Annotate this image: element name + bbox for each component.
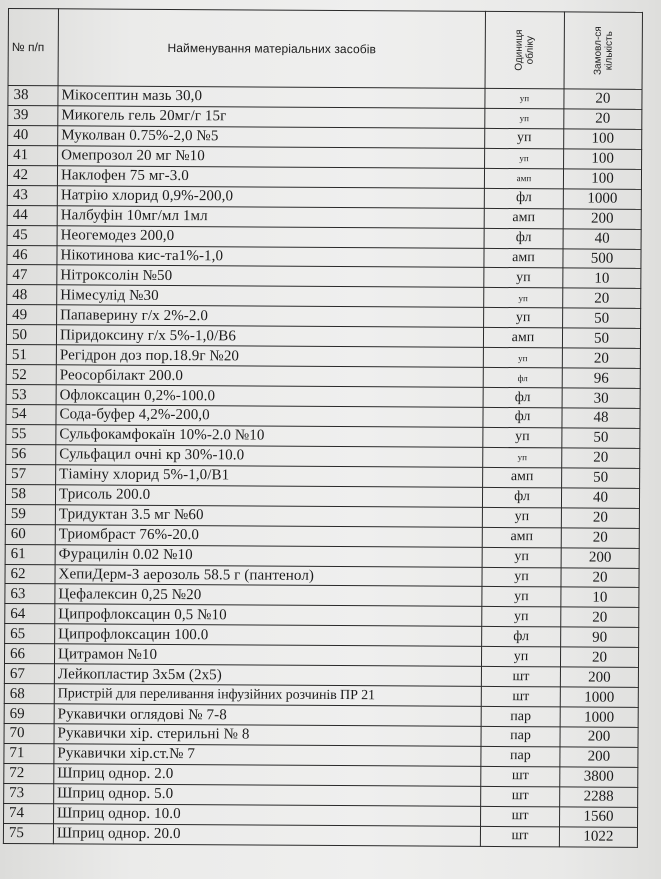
- row-unit: уп: [484, 308, 563, 328]
- row-quantity: 40: [563, 228, 641, 248]
- row-number: 38: [8, 86, 58, 106]
- row-quantity: 50: [562, 468, 640, 488]
- row-quantity: 96: [562, 368, 640, 388]
- row-number: 40: [8, 125, 58, 145]
- row-quantity: 100: [564, 129, 642, 149]
- row-quantity: 20: [561, 528, 639, 548]
- row-number: 47: [7, 265, 57, 285]
- row-item-name: Омепрозол 20 мг №10: [58, 146, 485, 169]
- row-number: 45: [7, 225, 57, 245]
- row-unit: шт: [481, 786, 560, 806]
- row-unit: уп: [484, 268, 563, 288]
- row-item-name: Реосорбілакт 200.0: [56, 365, 483, 388]
- row-number: 72: [4, 763, 54, 783]
- row-unit: амп: [484, 208, 563, 228]
- row-unit: фл: [483, 387, 562, 407]
- row-quantity: 40: [561, 488, 639, 508]
- row-quantity: 200: [560, 667, 638, 687]
- row-item-name: Пристрій для переливання інфузійних розчинів ПР 21: [54, 684, 481, 707]
- row-item-name: Піридоксину г/х 5%-1,0/В6: [56, 325, 483, 348]
- row-unit: уп: [485, 148, 564, 168]
- row-quantity: 48: [562, 408, 640, 428]
- row-quantity: 30: [562, 388, 640, 408]
- row-item-name: Шприц однор. 2.0: [54, 764, 481, 787]
- row-item-name: Налбуфін 10мг/мл 1мл: [57, 205, 484, 228]
- row-unit: уп: [485, 88, 564, 108]
- row-item-name: Тридуктан 3.5 мг №60: [55, 504, 482, 527]
- row-item-name: Цефалексин 0,25 №20: [55, 584, 482, 607]
- row-item-name: Фурацилін 0.02 №10: [55, 544, 482, 567]
- row-unit: фл: [484, 228, 563, 248]
- row-unit: уп: [483, 427, 562, 447]
- row-quantity: 1000: [560, 707, 638, 727]
- header-unit: [485, 11, 564, 88]
- row-quantity: 1000: [563, 189, 641, 209]
- row-number: 52: [6, 365, 56, 385]
- row-number: 54: [6, 404, 56, 424]
- row-unit: шт: [481, 766, 560, 786]
- row-number: 48: [7, 285, 57, 305]
- row-quantity: 200: [563, 209, 641, 229]
- table-header-row: [8, 9, 642, 90]
- row-unit: уп: [485, 108, 564, 128]
- row-item-name: Рукавички хір. стерильні № 8: [54, 724, 481, 747]
- row-number: 74: [4, 803, 54, 823]
- row-item-name: Шприц однор. 10.0: [54, 804, 481, 827]
- row-quantity: 2288: [560, 787, 638, 807]
- row-quantity: 50: [562, 428, 640, 448]
- row-quantity: 20: [564, 109, 642, 129]
- row-item-name: Сульфокамфокаїн 10%-2.0 №10: [56, 425, 483, 448]
- row-item-name: Натрію хлорид 0,9%-200,0: [57, 185, 484, 208]
- row-quantity: 90: [561, 627, 639, 647]
- row-item-name: Трисоль 200.0: [55, 485, 482, 508]
- row-unit: шт: [481, 806, 560, 826]
- row-quantity: 1022: [559, 827, 637, 847]
- row-unit: уп: [482, 507, 561, 527]
- row-unit: уп: [482, 607, 561, 627]
- row-quantity: 20: [561, 567, 639, 587]
- row-item-name: Німесулід №30: [57, 285, 484, 308]
- row-unit: шт: [480, 826, 559, 846]
- row-number: 51: [6, 345, 56, 365]
- row-unit: пар: [481, 706, 560, 726]
- row-number: 71: [4, 743, 54, 763]
- row-quantity: 500: [563, 248, 641, 268]
- row-number: 65: [5, 624, 55, 644]
- header-number: № п/п: [8, 9, 58, 86]
- row-number: 61: [5, 544, 55, 564]
- row-number: 59: [5, 504, 55, 524]
- row-quantity: 20: [561, 607, 639, 627]
- header-item-name: Найменування матеріальних засобів: [58, 9, 485, 89]
- row-quantity: 3800: [560, 767, 638, 787]
- row-quantity: 20: [561, 508, 639, 528]
- row-quantity: 1560: [560, 807, 638, 827]
- row-unit: пар: [481, 746, 560, 766]
- table-row: [3, 823, 637, 847]
- row-unit: фл: [483, 407, 562, 427]
- row-item-name: Сода-буфер 4,2%-200,0: [56, 405, 483, 428]
- row-unit: уп: [483, 348, 562, 368]
- row-unit: амп: [483, 467, 562, 487]
- row-unit: амп: [482, 527, 561, 547]
- row-number: 64: [5, 604, 55, 624]
- row-unit: уп: [483, 447, 562, 467]
- row-item-name: Папаверину г/х 2%-2.0: [57, 305, 484, 328]
- row-quantity: 200: [561, 547, 639, 567]
- row-item-name: ХепиДерм-З аерозоль 58.5 г (пантенол): [55, 564, 482, 587]
- row-item-name: Неогемодез 200,0: [57, 225, 484, 248]
- row-item-name: Офлоксацин 0,2%-100.0: [56, 385, 483, 408]
- row-quantity: 200: [560, 747, 638, 767]
- row-unit: шт: [481, 687, 560, 707]
- row-number: 49: [7, 305, 57, 325]
- row-number: 63: [5, 584, 55, 604]
- row-unit: пар: [481, 726, 560, 746]
- row-unit: уп: [482, 567, 561, 587]
- row-quantity: 200: [560, 727, 638, 747]
- row-number: 58: [5, 484, 55, 504]
- row-item-name: Наклофен 75 мг-3.0: [57, 166, 484, 189]
- row-unit: уп: [482, 587, 561, 607]
- row-unit: фл: [482, 627, 561, 647]
- row-unit: уп: [482, 547, 561, 567]
- row-quantity: 1000: [560, 687, 638, 707]
- row-number: 46: [7, 245, 57, 265]
- row-quantity: 50: [563, 308, 641, 328]
- row-unit: амп: [483, 328, 562, 348]
- row-unit: уп: [481, 647, 560, 667]
- row-number: 57: [6, 464, 56, 484]
- row-item-name: Лейкопластир 3х5м (2х5): [54, 664, 481, 687]
- table-body: [3, 86, 642, 847]
- row-item-name: Триомбраст 76%-20.0: [55, 524, 482, 547]
- row-number: 75: [3, 823, 53, 843]
- row-number: 67: [4, 664, 54, 684]
- row-quantity: 50: [562, 328, 640, 348]
- row-item-name: Тіаміну хлорид 5%-1,0/В1: [56, 465, 483, 488]
- row-number: 73: [4, 783, 54, 803]
- row-number: 69: [4, 704, 54, 724]
- row-number: 66: [4, 644, 54, 664]
- materials-table: [3, 8, 643, 847]
- header-quantity-label: Замовл-ся кількість: [592, 26, 615, 75]
- row-quantity: 10: [563, 268, 641, 288]
- row-item-name: Цитрамон №10: [54, 644, 481, 667]
- row-number: 55: [6, 424, 56, 444]
- row-number: 62: [5, 564, 55, 584]
- row-item-name: Шприц однор. 5.0: [54, 784, 481, 807]
- row-item-name: Ципрофлоксацин 0,5 №10: [55, 604, 482, 627]
- row-number: 41: [8, 145, 58, 165]
- row-item-name: Нікотинова кис-та1%-1,0: [57, 245, 484, 268]
- row-item-name: Нітроксолін №50: [57, 265, 484, 288]
- row-quantity: 10: [561, 587, 639, 607]
- row-number: 39: [8, 105, 58, 125]
- header-unit-label: Одиниця обліку: [513, 29, 536, 71]
- row-unit: фл: [482, 487, 561, 507]
- row-number: 43: [7, 185, 57, 205]
- row-item-name: Рукавички хір.ст.№ 7: [54, 744, 481, 767]
- row-unit: фл: [484, 188, 563, 208]
- row-quantity: 100: [563, 169, 641, 189]
- row-unit: амп: [484, 248, 563, 268]
- row-item-name: Шприц однор. 20.0: [53, 823, 480, 846]
- row-item-name: Микогель гель 20мг/г 15г: [58, 106, 485, 129]
- row-number: 53: [6, 385, 56, 405]
- row-unit: уп: [485, 128, 564, 148]
- row-number: 56: [6, 444, 56, 464]
- row-unit: шт: [481, 667, 560, 687]
- row-number: 68: [4, 684, 54, 704]
- row-number: 70: [4, 723, 54, 743]
- row-quantity: 100: [564, 149, 642, 169]
- row-item-name: Мікосептин мазь 30,0: [58, 86, 485, 109]
- row-item-name: Сульфацил очні кр 30%-10.0: [56, 445, 483, 468]
- row-number: 42: [7, 165, 57, 185]
- row-quantity: 20: [562, 448, 640, 468]
- row-unit: уп: [484, 288, 563, 308]
- row-unit: фл: [483, 368, 562, 388]
- row-quantity: 20: [562, 348, 640, 368]
- row-unit: амп: [484, 168, 563, 188]
- row-quantity: 20: [560, 647, 638, 667]
- row-number: 50: [6, 325, 56, 345]
- row-number: 44: [7, 205, 57, 225]
- row-item-name: Регідрон доз пор.18.9г №20: [56, 345, 483, 368]
- row-number: 60: [5, 524, 55, 544]
- row-item-name: Рукавички оглядові № 7-8: [54, 704, 481, 727]
- row-item-name: Муколван 0.75%-2,0 №5: [58, 126, 485, 149]
- row-item-name: Ципрофлоксацин 100.0: [55, 624, 482, 647]
- row-quantity: 20: [563, 288, 641, 308]
- row-quantity: 20: [564, 89, 642, 109]
- header-quantity: [564, 12, 642, 89]
